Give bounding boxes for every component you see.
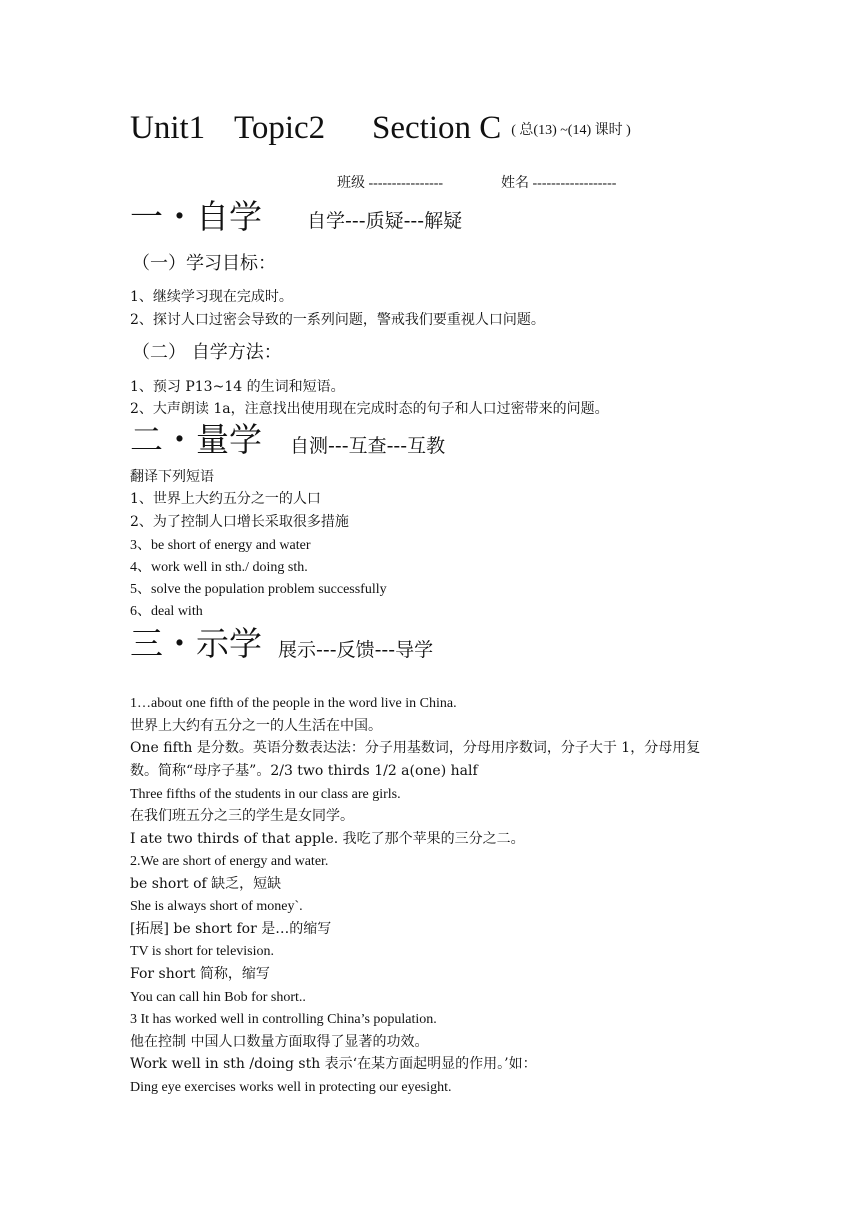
note-line: be short of 缺乏，短缺 bbox=[130, 876, 282, 892]
class-field: 班级 ---------------- bbox=[337, 176, 444, 191]
translate-intro: 翻译下列短语 bbox=[130, 469, 214, 485]
note-line: 数。简称“母序子基”。2/3 two thirds 1/2 a(one) half bbox=[130, 763, 478, 779]
note-line: Ding eye exercises works well in protecting our eyesight. bbox=[130, 1080, 452, 1095]
phrase-item: 2、为了控制人口增长采取很多措施 bbox=[130, 514, 349, 530]
note-line: [拓展] be short for 是…的缩写 bbox=[130, 921, 332, 937]
note-line: She is always short of money`. bbox=[130, 899, 303, 914]
note-line: TV is short for television. bbox=[130, 944, 275, 959]
title-section: Section C bbox=[372, 110, 502, 146]
methods-title: （二） 自学方法： bbox=[132, 342, 282, 363]
title-topic: Topic2 bbox=[234, 110, 326, 146]
goals-title: （一）学习目标： bbox=[132, 253, 276, 274]
phrase-item: 3、be short of energy and water bbox=[130, 538, 311, 553]
part3-heading: 三・示学 bbox=[130, 624, 262, 663]
goal-item: 2、探讨人口过密会导致的一系列问题，警戒我们要重视人口问题。 bbox=[130, 312, 545, 328]
part2-heading: 二・量学 bbox=[130, 420, 262, 459]
title-period: ( 总(13) ~(14) 课时 ) bbox=[511, 123, 631, 138]
method-item: 2、大声朗读 1a，注意找出使用现在完成时态的句子和人口过密带来的问题。 bbox=[130, 401, 609, 417]
note-line: 世界上大约有五分之一的人生活在中国。 bbox=[130, 718, 382, 734]
note-line: I ate two thirds of that apple. 我吃了那个苹果的三分之二。 bbox=[130, 831, 525, 847]
note-line: 3 It has worked well in controlling China’s population. bbox=[130, 1012, 437, 1027]
name-field: 姓名 ------------------ bbox=[501, 176, 617, 191]
goal-item: 1、继续学习现在完成时。 bbox=[130, 289, 293, 305]
note-line: 2.We are short of energy and water. bbox=[130, 854, 329, 869]
method-item: 1、预习 P13~14 的生词和短语。 bbox=[130, 379, 345, 395]
note-line: One fifth 是分数。英语分数表达法：分子用基数词，分母用序数词，分子大于 1，分母用复 bbox=[130, 740, 701, 756]
note-line: You can call hin Bob for short.. bbox=[130, 990, 306, 1005]
part1-subheading: 自学---质疑---解疑 bbox=[307, 210, 463, 232]
note-line: Three fifths of the students in our class are girls. bbox=[130, 787, 401, 802]
phrase-item: 5、solve the population problem successfully bbox=[130, 582, 387, 597]
part1-heading: 一・自学 bbox=[130, 197, 262, 236]
note-line: 他在控制 中国人口数量方面取得了显著的功效。 bbox=[130, 1034, 429, 1050]
note-line: 在我们班五分之三的学生是女同学。 bbox=[130, 808, 354, 824]
part3-subheading: 展示---反馈---导学 bbox=[278, 639, 434, 661]
title-unit: Unit1 bbox=[130, 110, 206, 146]
phrase-item: 4、work well in sth./ doing sth. bbox=[130, 560, 308, 575]
phrase-item: 1、世界上大约五分之一的人口 bbox=[130, 491, 321, 507]
document-title bbox=[130, 108, 631, 151]
part2-subheading: 自测---互查---互教 bbox=[290, 435, 446, 457]
phrase-item: 6、deal with bbox=[130, 604, 203, 619]
note-line: For short 简称，缩写 bbox=[130, 966, 270, 982]
note-line: Work well in sth /doing sth 表示‘在某方面起明显的作用。’如： bbox=[130, 1056, 537, 1072]
note-line: 1…about one fifth of the people in the word live in China. bbox=[130, 696, 457, 711]
